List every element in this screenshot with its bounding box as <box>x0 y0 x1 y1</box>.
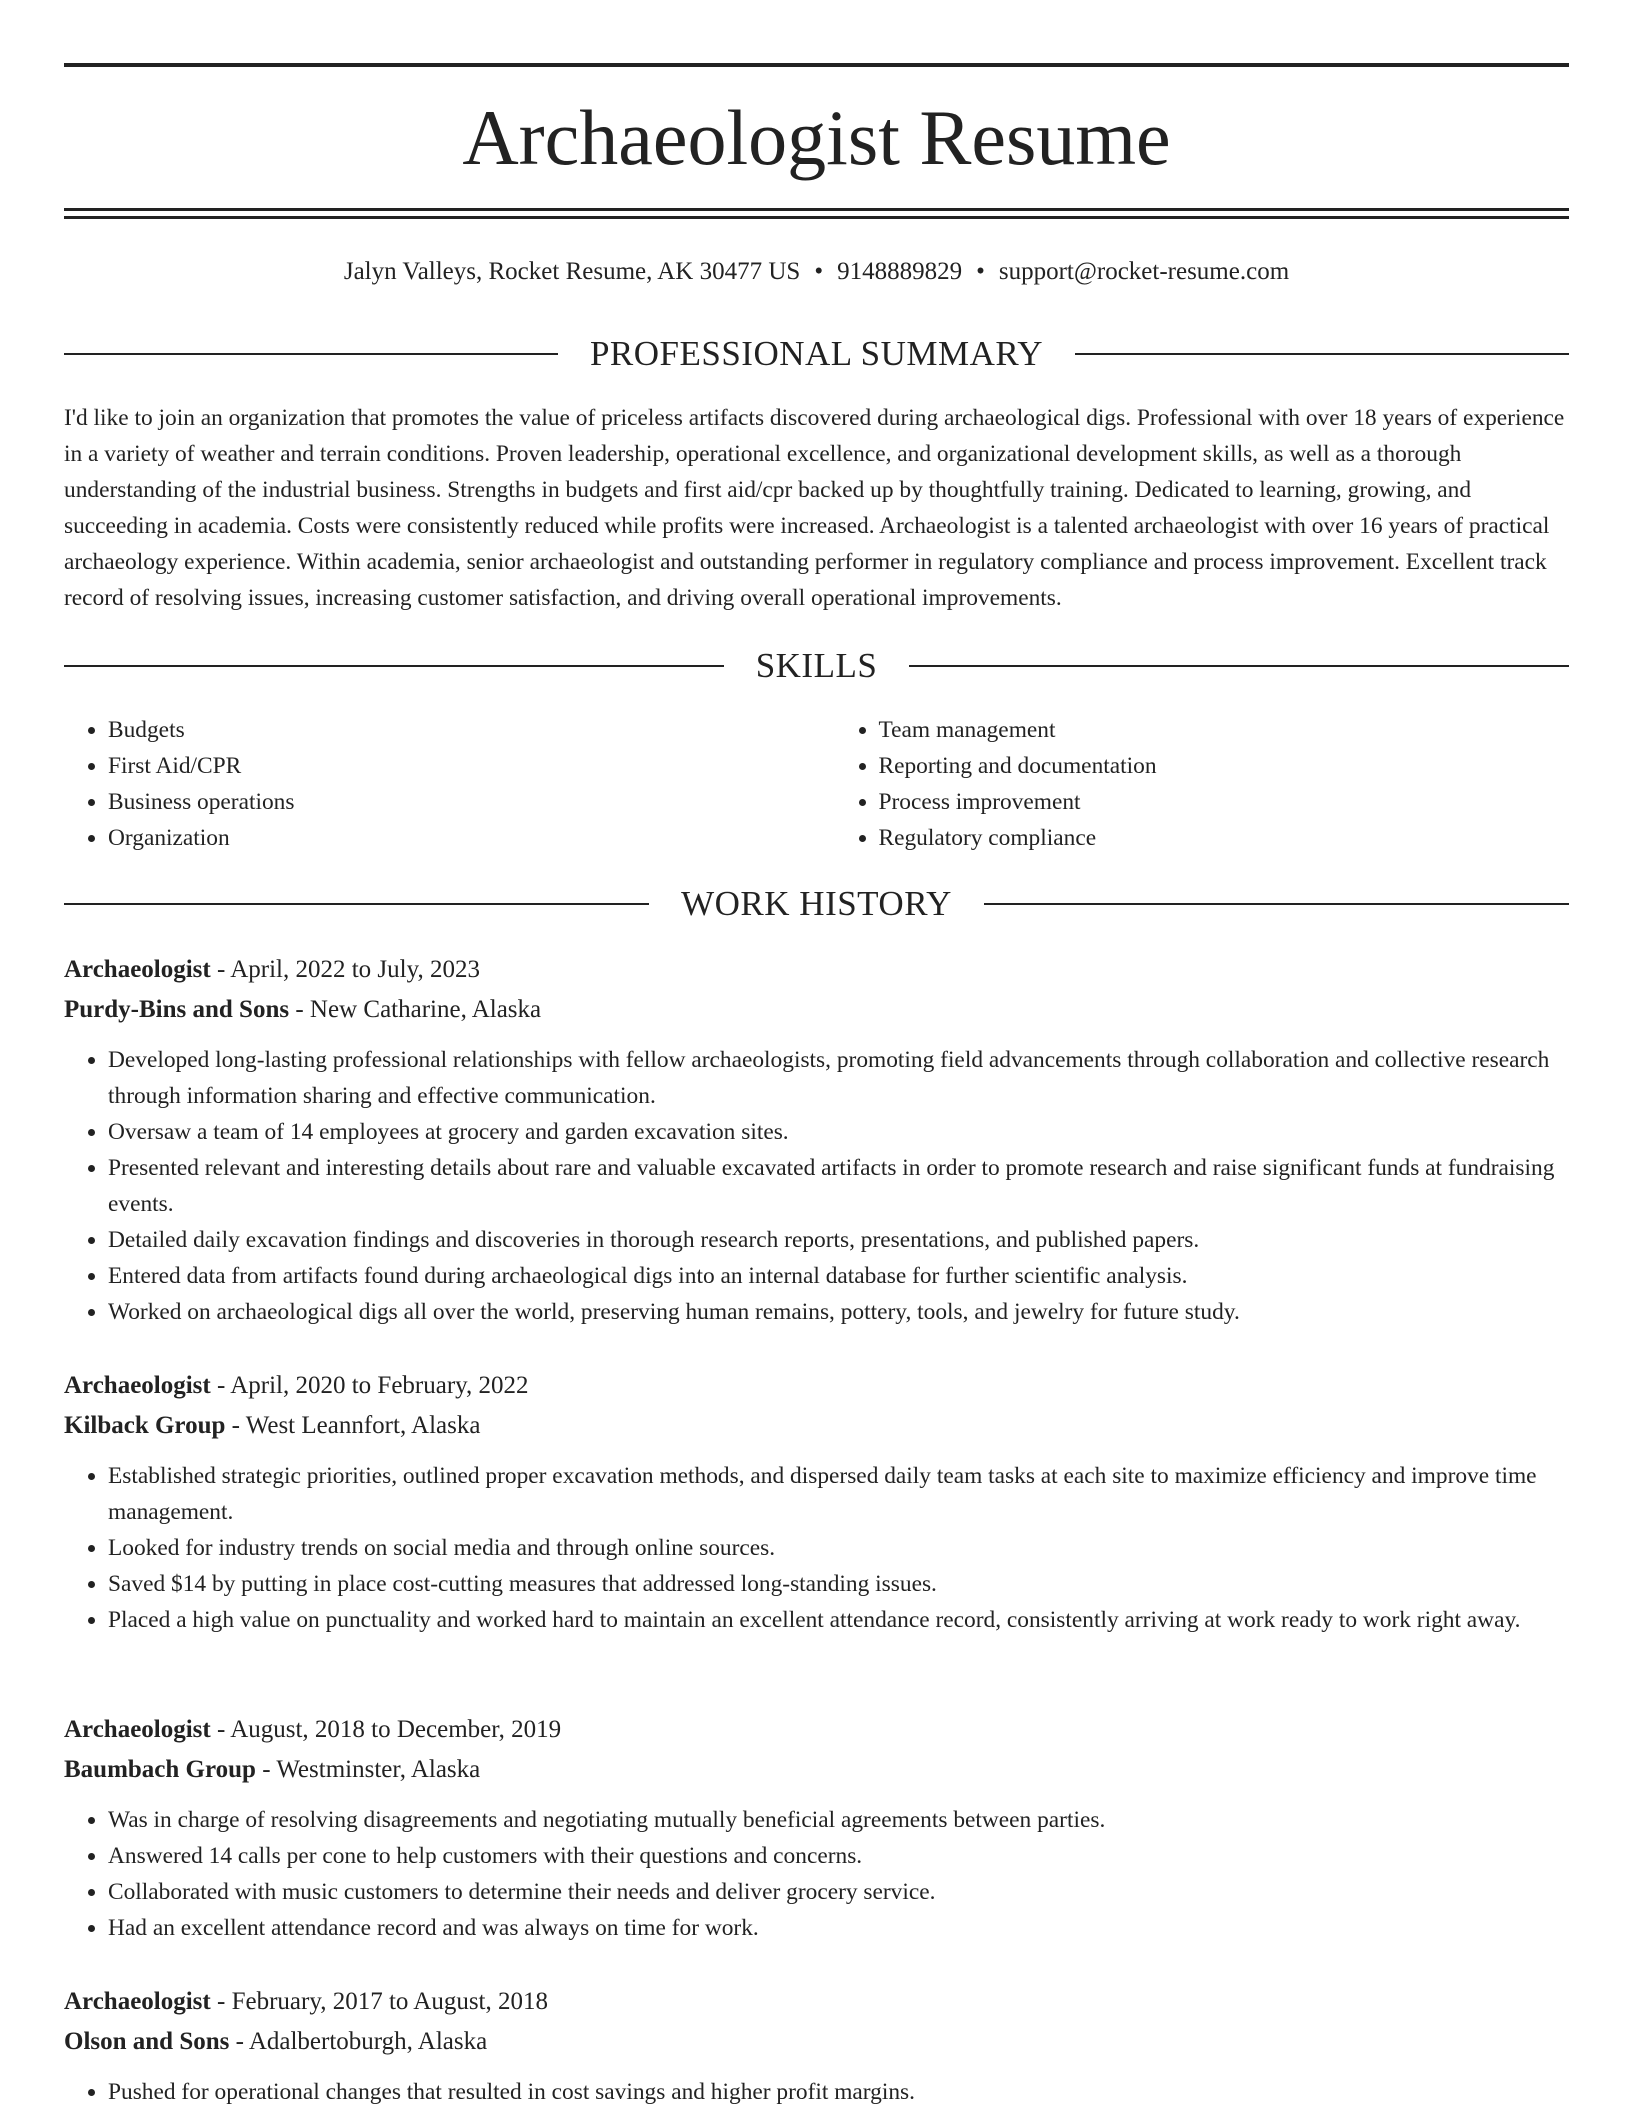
divider-line <box>984 903 1569 905</box>
skill-item: • Reporting and documentation <box>879 748 1570 784</box>
job-company-line <box>64 992 1569 1028</box>
job-company: Baumbach Group <box>64 1756 256 1783</box>
job-bullet: • Pushed for operational changes that resulted in cost savings and higher profit margins. <box>108 2074 1569 2110</box>
job-bullet: • Worked on archaeological digs all over the world, preserving human remains, pottery, tools, and jewelry for future study. <box>108 1294 1569 1330</box>
job-dates: - February, 2017 to August, 2018 <box>210 1988 548 2015</box>
divider-line <box>64 665 724 667</box>
section-header-summary <box>64 334 1569 374</box>
job-title-line <box>64 1368 1569 1404</box>
job-bullets <box>64 2074 1569 2110</box>
job-bullets <box>64 1458 1569 1638</box>
job-bullet: • Developed long-lasting professional relationships with fellow archaeologists, promoting field advancements through collaboration and collective research through information sharing and effective communication. <box>108 1042 1569 1114</box>
contact-line <box>64 256 1569 288</box>
job-entry <box>64 952 1569 1330</box>
job-location: - Westminster, Alaska <box>255 1756 481 1783</box>
header-top-rule <box>64 63 1569 67</box>
resume-title: Archaeologist Resume <box>462 94 1171 181</box>
job-location: - New Catharine, Alaska <box>289 996 542 1023</box>
job-location: - Adalbertoburgh, Alaska <box>229 2028 488 2055</box>
job-company: Olson and Sons <box>64 2028 230 2055</box>
job-title: Archaeologist <box>64 956 211 983</box>
job-company: Kilback Group <box>64 1412 226 1439</box>
job-title: Archaeologist <box>64 1372 211 1399</box>
job-entry <box>64 1368 1569 1638</box>
job-company-line <box>64 1752 1569 1788</box>
section-header-work-history <box>64 884 1569 924</box>
job-title: Archaeologist <box>64 1716 211 1743</box>
job-company: Purdy-Bins and Sons <box>64 996 290 1023</box>
job-bullet: • Looked for industry trends on social media and through online sources. <box>108 1530 1569 1566</box>
job-title-line <box>64 1984 1569 2020</box>
skills-column-right <box>799 712 1570 856</box>
job-dates: - April, 2020 to February, 2022 <box>210 1372 529 1399</box>
header-bottom-rule-2 <box>64 216 1569 219</box>
skill-item: • Budgets <box>108 712 799 748</box>
section-title: PROFESSIONAL SUMMARY <box>589 334 1044 373</box>
job-bullet: • Established strategic priorities, outlined proper excavation methods, and dispersed daily team tasks at each site to maximize efficiency and improve time management. <box>108 1458 1569 1530</box>
divider-line <box>1075 353 1569 355</box>
skill-item: • Team management <box>879 712 1570 748</box>
section-title: SKILLS <box>755 646 878 685</box>
job-bullet: • Placed a high value on punctuality and worked hard to maintain an excellent attendance record, consistently arriving at work ready to work right away. <box>108 1602 1569 1638</box>
contact-separator: • <box>814 258 824 285</box>
contact-email: support@rocket-resume.com <box>998 258 1290 285</box>
job-bullet: • Saved $14 by putting in place cost-cutting measures that addressed long-standing issues. <box>108 1566 1569 1602</box>
divider-line <box>64 903 649 905</box>
job-title-line <box>64 1712 1569 1748</box>
contact-address: Jalyn Valleys, Rocket Resume, AK 30477 US <box>343 258 801 285</box>
job-company-line <box>64 1408 1569 1444</box>
job-title: Archaeologist <box>64 1988 211 2015</box>
job-bullet: • Had an excellent attendance record and was always on time for work. <box>108 1910 1569 1946</box>
job-bullet: • Answered 14 calls per cone to help customers with their questions and concerns. <box>108 1838 1569 1874</box>
skill-item: • Organization <box>108 820 799 856</box>
header-bottom-rule <box>64 208 1569 211</box>
contact-phone: 9148889829 <box>837 258 963 285</box>
job-bullets <box>64 1042 1569 1330</box>
job-bullet: • Entered data from artifacts found during archaeological digs into an internal database for further scientific analysis. <box>108 1258 1569 1294</box>
job-dates: - August, 2018 to December, 2019 <box>210 1716 562 1743</box>
skill-item: • First Aid/CPR <box>108 748 799 784</box>
job-bullet: • Presented relevant and interesting details about rare and valuable excavated artifacts in order to promote research and raise significant funds at fundraising events. <box>108 1150 1569 1222</box>
section-title: WORK HISTORY <box>681 884 952 923</box>
job-bullet: • Collaborated with music customers to determine their needs and deliver grocery service. <box>108 1874 1569 1910</box>
job-bullet: • Was in charge of resolving disagreements and negotiating mutually beneficial agreements between parties. <box>108 1802 1569 1838</box>
job-company-line <box>64 2024 1569 2060</box>
job-entry <box>64 1984 1569 2110</box>
job-entry <box>64 1712 1569 1946</box>
job-bullets <box>64 1802 1569 1946</box>
skill-item: • Process improvement <box>879 784 1570 820</box>
summary-text: I'd like to join an organization that promotes the value of priceless artifacts discovered during archaeological digs. Professional with over 18 years of experience in a variety of weather and terrain conditions. Proven leadership, operational excellence, and organizational development skills, as well as a thorough understanding of the industrial business. Strengths in budgets and first aid/cpr backed up by thoughtfully training. Dedicated to learning, growing, and succeeding in academia. Costs were consistently reduced while profits were increased. Archaeologist is a talented archaeologist with over 16 years of practical archaeology experience. Within academia, senior archaeologist and outstanding performer in regulatory compliance and process improvement. Excellent track record of resolving issues, increasing customer satisfaction, and driving overall operational improvements. <box>64 405 1565 611</box>
divider-line <box>909 665 1569 667</box>
skill-item: • Regulatory compliance <box>879 820 1570 856</box>
skills-list <box>64 712 1569 856</box>
job-bullet: • Oversaw a team of 14 employees at grocery and garden excavation sites. <box>108 1114 1569 1150</box>
job-title-line <box>64 952 1569 988</box>
job-bullet: • Detailed daily excavation findings and discoveries in thorough research reports, presentations, and published papers. <box>108 1222 1569 1258</box>
contact-separator: • <box>976 258 985 285</box>
job-location: - West Leannfort, Alaska <box>225 1412 481 1439</box>
job-dates: - April, 2022 to July, 2023 <box>210 956 480 983</box>
divider-line <box>64 353 558 355</box>
skills-column-left <box>64 712 799 856</box>
section-header-skills <box>64 646 1569 686</box>
skill-item: • Business operations <box>108 784 799 820</box>
